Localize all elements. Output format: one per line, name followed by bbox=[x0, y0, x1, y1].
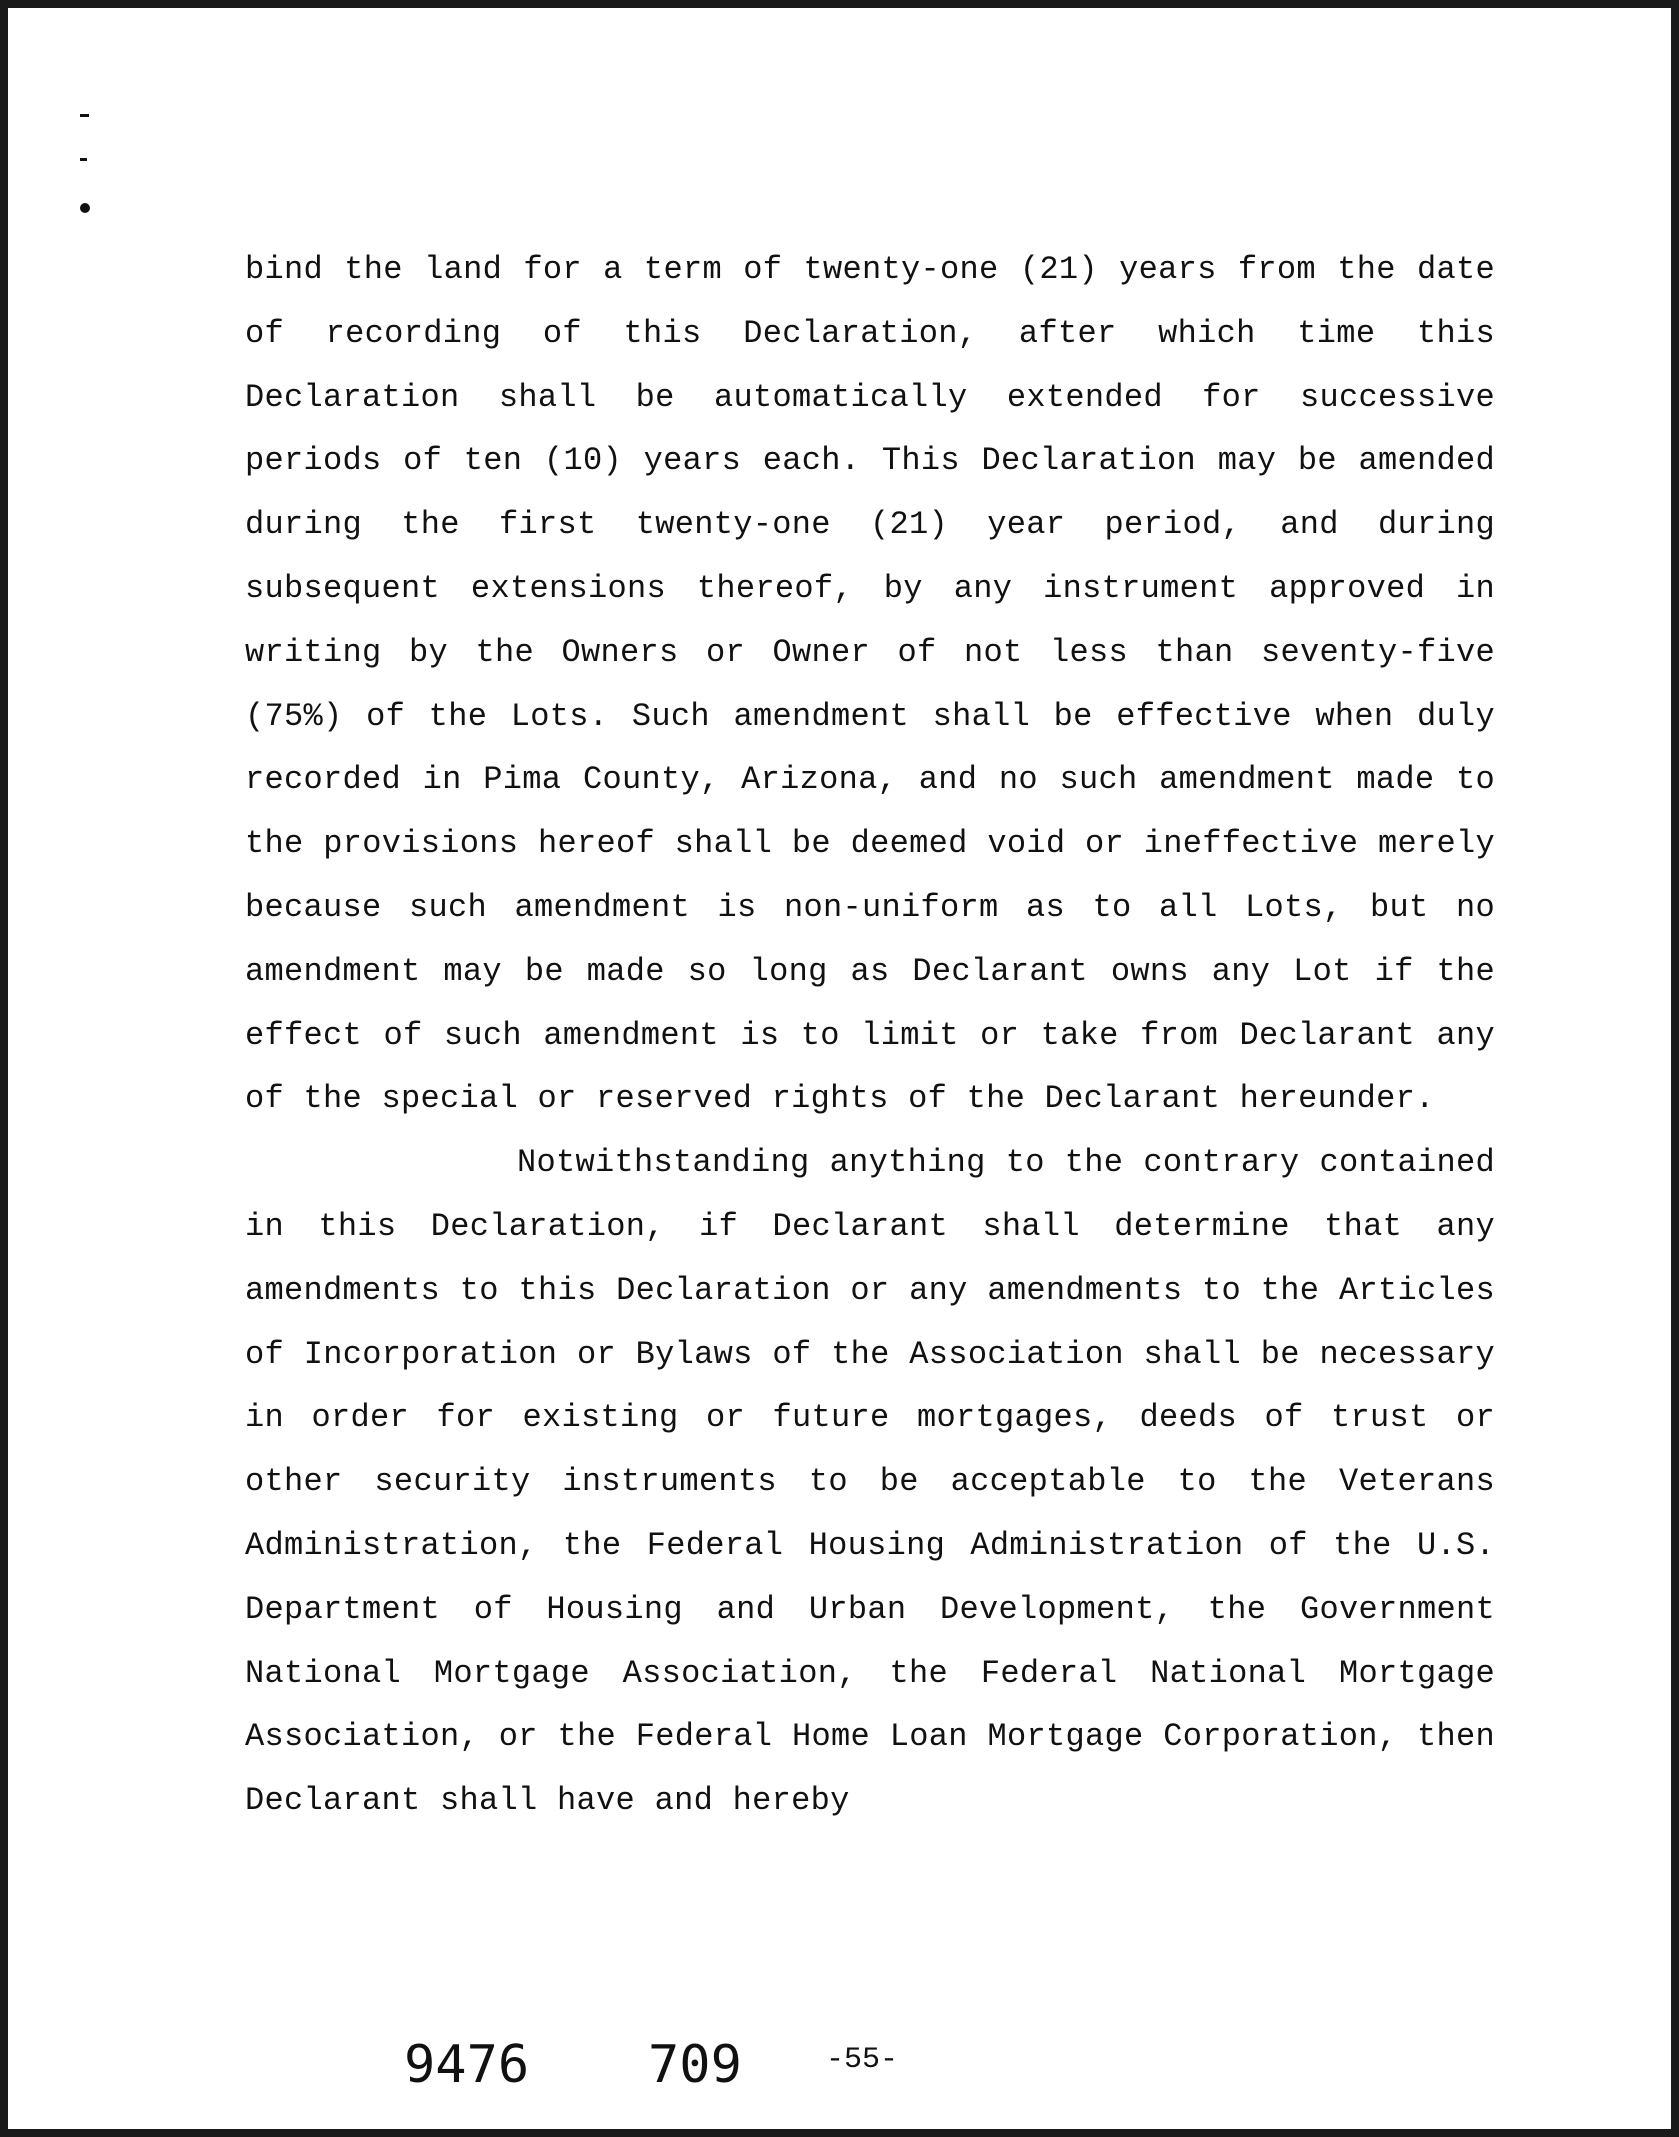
margin-dash-mark bbox=[80, 158, 87, 161]
margin-dash-mark bbox=[80, 114, 89, 117]
recording-page-number: 709 bbox=[648, 2035, 742, 2095]
margin-dot-mark bbox=[80, 203, 90, 213]
paragraph-notwithstanding: Notwithstanding anything to the contrary contained in this Declaration, if Declarant shall determine that any amendments to this Declaration or any amendments to the Articles of Incorporation or Bylaws of the Association shall be necessary in order for existing or future mortgages, deeds of trust or other security instruments to be acceptable to the Veterans Administration, the Federal Housing Administration of the U.S. Department of Housing and Urban Development, the Government National Mortgage Association, the Federal National Mortgage Association, or the Federal Home Loan Mortgage Corporation, then Declarant shall have and hereby bbox=[245, 1144, 1495, 1820]
document-body bbox=[245, 238, 1495, 1833]
page-label: -55- bbox=[826, 2043, 899, 2077]
paragraph-term-and-amendment: bind the land for a term of twenty-one (21) years from the date of recording of this Declaration, after which time this Declaration shall be automatically extended for successive periods of ten (10) years each. This Declaration may be amended during the first twenty-one (21) year period, and during subsequent extensions thereof, by any instrument approved in writing by the Owners or Owner of not less than seventy-five (75%) of the Lots. Such amendment shall be effective when duly recorded in Pima County, Arizona, and no such amendment made to the provisions hereof shall be deemed void or ineffective merely because such amendment is non-uniform as to all Lots, but no amendment may be made so long as Declarant owns any Lot if the effect of such amendment is to limit or take from Declarant any of the special or reserved rights of the Declarant hereunder. bbox=[245, 251, 1495, 1118]
page-footer bbox=[0, 2035, 1679, 2105]
recording-book-number: 9476 bbox=[404, 2035, 530, 2095]
